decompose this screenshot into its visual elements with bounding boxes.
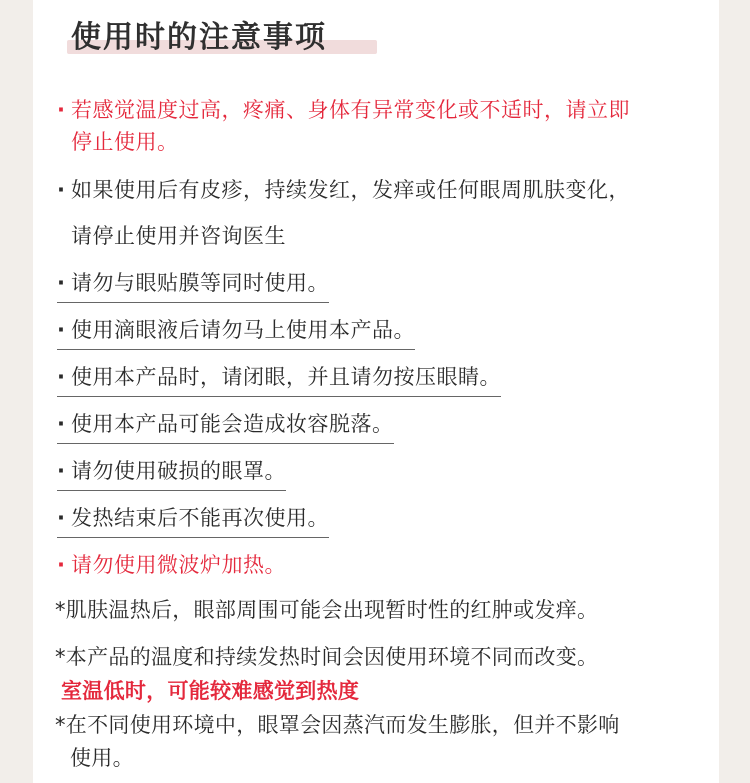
item-text: 使用本产品时，请闭眼，并且请勿按压眼睛。 <box>71 365 501 389</box>
note-text-continued: 使用。 <box>70 746 134 770</box>
precaution-item-eye-drops <box>57 314 415 350</box>
item-text: 请勿与眼贴膜等同时使用。 <box>71 271 329 295</box>
bullet: · <box>57 365 66 389</box>
precaution-item-reuse <box>57 502 329 538</box>
precaution-item-damaged-mask <box>57 455 286 491</box>
note-skin-warmth: *肌肤温热后，眼部周围可能会出现暂时性的红肿或发痒。 <box>55 598 599 622</box>
precaution-item-rash <box>57 174 630 206</box>
title-block <box>71 18 327 58</box>
precaution-item-stop-use <box>57 94 630 158</box>
bullet: · <box>57 553 66 577</box>
note-steam-expansion <box>55 709 620 775</box>
bullet: · <box>57 178 66 202</box>
note-temperature-variance: *本产品的温度和持续发热时间会因使用环境不同而改变。 <box>55 645 599 669</box>
item-text: 使用本产品可能会造成妆容脱落。 <box>71 412 394 436</box>
bullet: · <box>57 412 66 436</box>
item-text-continued: 停止使用。 <box>71 130 179 154</box>
bullet: · <box>57 459 66 483</box>
precaution-item-eye-mask <box>57 267 329 303</box>
note-text: *在不同使用环境中，眼罩会因蒸汽而发生膨胀，但并不影响 <box>55 713 620 737</box>
item-text: 如果使用后有皮疹，持续发红，发痒或任何眼周肌肤变化， <box>71 178 630 202</box>
precaution-item-microwave <box>57 549 286 581</box>
bullet: · <box>57 318 66 342</box>
item-text: 请勿使用微波炉加热。 <box>71 553 286 577</box>
bullet: · <box>57 98 66 122</box>
item-text: 若感觉温度过高，疼痛、身体有异常变化或不适时，请立即 <box>71 98 630 122</box>
notice-panel <box>33 0 719 783</box>
page-title: 使用时的注意事项 <box>71 20 327 55</box>
precaution-item-rash-continued <box>57 220 286 252</box>
item-text-continued: 请停止使用并咨询医生 <box>71 224 286 248</box>
bullet: · <box>57 506 66 530</box>
item-text: 发热结束后不能再次使用。 <box>71 506 329 530</box>
note-low-room-temperature: 室温低时，可能较难感觉到热度 <box>61 679 360 703</box>
bullet: · <box>57 271 66 295</box>
item-text: 请勿使用破损的眼罩。 <box>71 459 286 483</box>
precaution-item-makeup <box>57 408 394 444</box>
precaution-item-close-eyes <box>57 361 501 397</box>
item-text: 使用滴眼液后请勿马上使用本产品。 <box>71 318 415 342</box>
